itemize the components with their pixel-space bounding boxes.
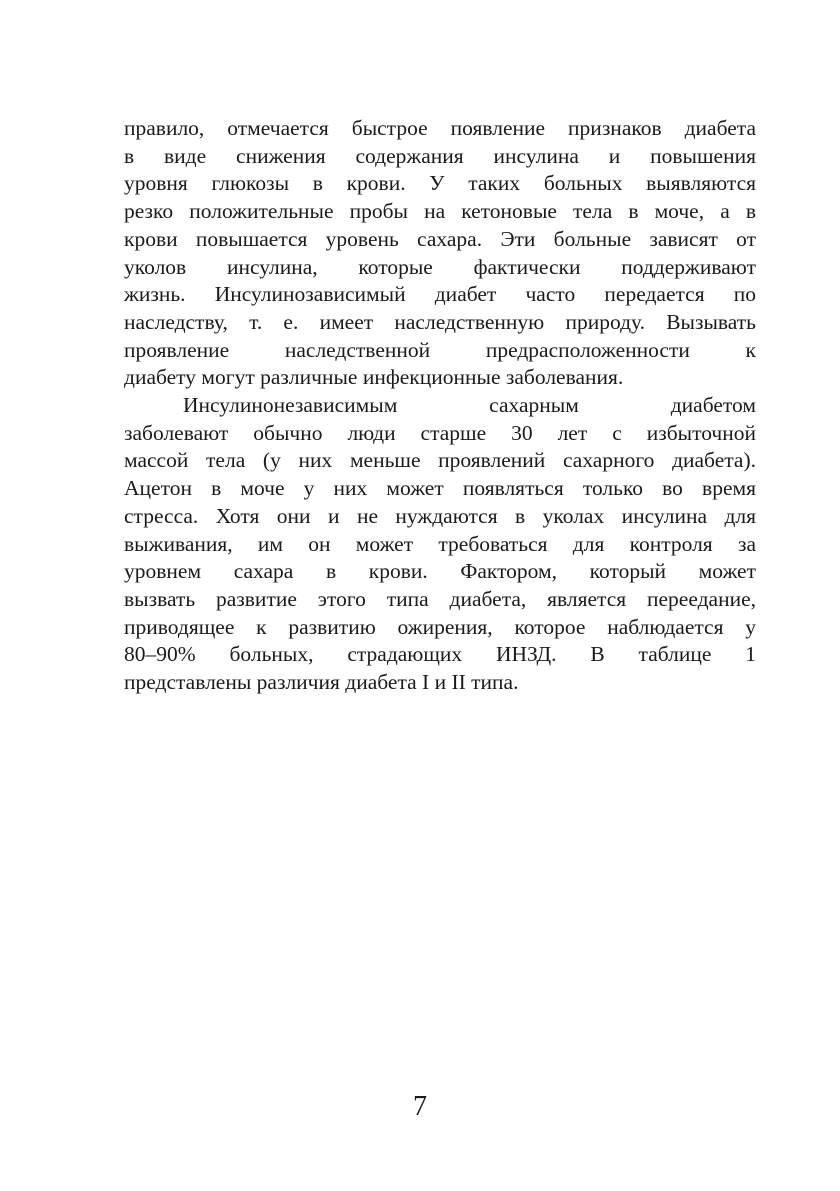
text-line: жизнь. Инсулинозависимый диабет часто передается по [124, 282, 756, 307]
text-line: крови повышается уровень сахара. Эти больные зависят от [124, 226, 756, 251]
text-line: уровнем сахара в крови. Фактором, который может [124, 559, 756, 584]
text-line: резко положительные пробы на кетоновые тела в моче, а в [124, 199, 756, 224]
text-line: выживания, им он может требоваться для контроля за [124, 531, 756, 556]
text-line: представлены различия диабета I и II типа. [124, 670, 519, 695]
body-text [124, 115, 756, 697]
text-line: проявление наследственной предрасположенности к [124, 337, 756, 362]
page-number: 7 [413, 1091, 427, 1122]
text-line: правило, отмечается быстрое появление признаков диабета [124, 116, 756, 140]
text-line: стресса. Хотя они и не нуждаются в уколах инсулина для [124, 503, 756, 528]
text-line: уколов инсулина, которые фактически поддерживают [124, 254, 756, 279]
text-line: вызвать развитие этого типа диабета, является переедание, [124, 586, 756, 611]
text-line: уровня глюкозы в крови. У таких больных выявляются [124, 171, 756, 196]
text-line: диабету могут различные инфекционные заболевания. [124, 365, 624, 390]
text-line: приводящее к развитию ожирения, которое наблюдается у [124, 614, 756, 639]
text-line: Инсулинонезависимым сахарным диабетом [183, 393, 756, 418]
text-line: наследству, т. е. имеет наследственную природу. Вызывать [124, 309, 756, 334]
text-line: в виде снижения содержания инсулина и повышения [124, 143, 756, 168]
text-line: 80–90% больных, страдающих ИНЗД. В таблице 1 [124, 642, 756, 667]
text-line: массой тела (у них меньше проявлений сахарного диабета). [124, 448, 756, 473]
text-line: заболевают обычно люди старше 30 лет с избыточной [124, 420, 756, 445]
text-line: Ацетон в моче у них может появляться только во время [124, 476, 756, 501]
